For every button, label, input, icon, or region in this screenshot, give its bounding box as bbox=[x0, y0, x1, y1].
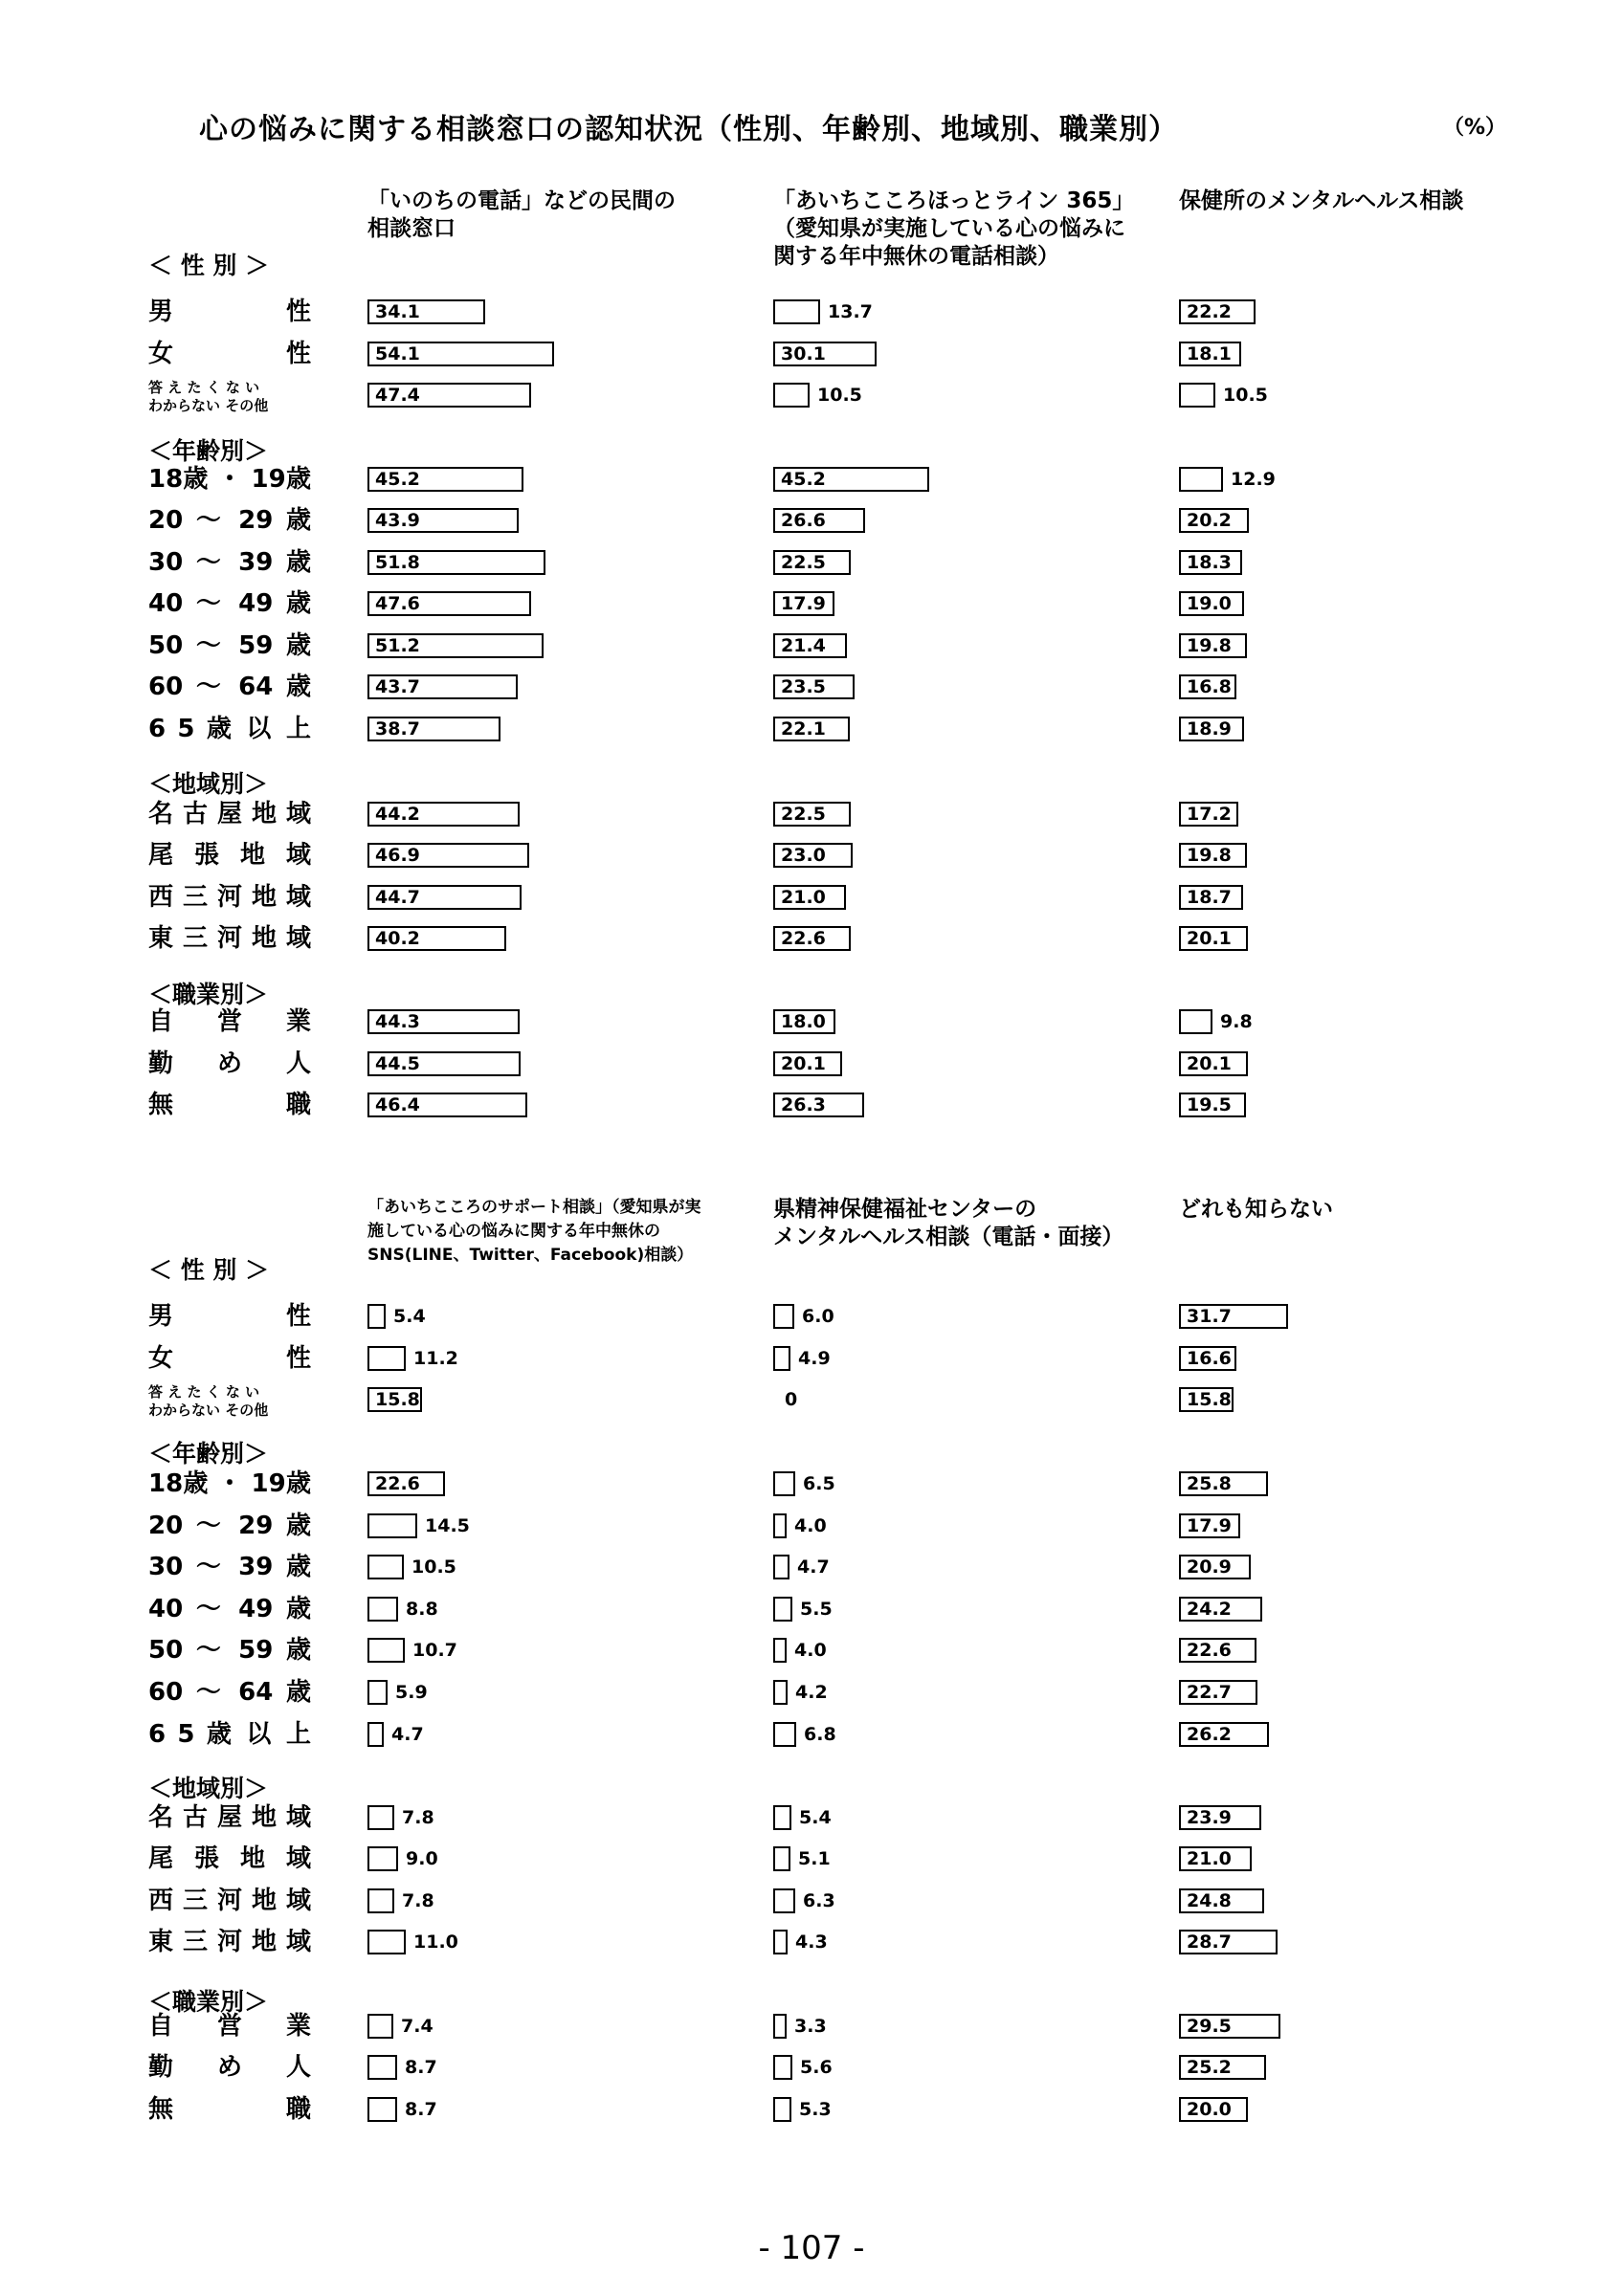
value-label-s3-nagoya: 17.2 bbox=[1187, 804, 1232, 825]
bar-s4-age-20-29 bbox=[367, 1513, 417, 1538]
row-label-higashimikawa: 東 三 河 地 域 bbox=[148, 924, 311, 953]
value-label-s1-other: 47.4 bbox=[375, 385, 420, 406]
value-label-s6-unemployed: 20.0 bbox=[1187, 2099, 1232, 2120]
bar-s5-age-18-19 bbox=[773, 1471, 795, 1496]
row-label-age-60-64: 60 ～ 64 歳 bbox=[148, 673, 311, 701]
value-label-s5-female: 4.9 bbox=[798, 1348, 831, 1369]
value-label-s4-age-18-19: 22.6 bbox=[375, 1473, 420, 1494]
row-label-other-line1: 答 え た く な い bbox=[148, 1383, 260, 1401]
row-label-other bbox=[148, 379, 311, 415]
value-label-s3-age-40-49: 19.0 bbox=[1187, 593, 1232, 614]
value-label-s6-age-40-49: 24.2 bbox=[1187, 1599, 1232, 1620]
value-label-s1-male: 34.1 bbox=[375, 301, 420, 322]
value-label-s6-employee: 25.2 bbox=[1187, 2057, 1232, 2078]
bar-s5-age-60-64 bbox=[773, 1680, 788, 1705]
value-label-s5-age-50-59: 4.0 bbox=[794, 1640, 827, 1661]
bar-s5-age-40-49 bbox=[773, 1597, 792, 1622]
page-title: 心の悩みに関する相談窓口の認知状況（性別、年齢別、地域別、職業別） bbox=[199, 113, 1178, 146]
page-number: - 107 - bbox=[758, 2229, 865, 2267]
value-label-s3-self-employed: 9.8 bbox=[1220, 1011, 1253, 1032]
value-label-s3-owari: 19.8 bbox=[1187, 845, 1232, 866]
value-label-s6-higashimikawa: 28.7 bbox=[1187, 1932, 1232, 1953]
value-label-s6-age-18-19: 25.8 bbox=[1187, 1473, 1232, 1494]
bar-s5-age-30-39 bbox=[773, 1555, 789, 1579]
row-label-age-40-49: 40 ～ 49 歳 bbox=[148, 589, 311, 618]
value-label-s3-age-65: 18.9 bbox=[1187, 718, 1232, 740]
bar-s4-age-60-64 bbox=[367, 1680, 388, 1705]
bar-s4-age-30-39 bbox=[367, 1555, 404, 1579]
row-label-male: 男 性 bbox=[148, 1302, 311, 1331]
value-label-s2-age-20-29: 26.6 bbox=[781, 510, 826, 531]
bar-s5-nagoya bbox=[773, 1805, 791, 1830]
row-label-nishimikawa: 西 三 河 地 域 bbox=[148, 883, 311, 912]
value-label-s1-self-employed: 44.3 bbox=[375, 1011, 420, 1032]
bar-s4-nagoya bbox=[367, 1805, 394, 1830]
row-label-nagoya: 名 古 屋 地 域 bbox=[148, 1803, 311, 1832]
value-label-s1-age-60-64: 43.7 bbox=[375, 676, 420, 697]
value-label-s4-age-20-29: 14.5 bbox=[425, 1515, 470, 1536]
row-label-age-20-29: 20 ～ 29 歳 bbox=[148, 1512, 311, 1540]
value-label-s4-self-employed: 7.4 bbox=[401, 2016, 434, 2037]
bar-s5-unemployed bbox=[773, 2097, 791, 2122]
value-label-s1-employee: 44.5 bbox=[375, 1053, 420, 1074]
value-label-s3-unemployed: 19.5 bbox=[1187, 1094, 1232, 1115]
value-label-s5-age-20-29: 4.0 bbox=[794, 1515, 827, 1536]
row-label-other bbox=[148, 1383, 311, 1420]
value-label-s5-age-18-19: 6.5 bbox=[803, 1473, 835, 1494]
value-label-s1-female: 54.1 bbox=[375, 343, 420, 364]
value-label-s5-nagoya: 5.4 bbox=[799, 1807, 832, 1828]
value-label-s4-nishimikawa: 7.8 bbox=[402, 1890, 434, 1911]
value-label-s2-unemployed: 26.3 bbox=[781, 1094, 826, 1115]
value-label-s3-age-60-64: 16.8 bbox=[1187, 676, 1232, 697]
value-label-s3-age-18-19: 12.9 bbox=[1231, 469, 1276, 490]
value-label-s6-age-60-64: 22.7 bbox=[1187, 1682, 1232, 1703]
series-header-2: 「あいちこころほっとライン 365」 （愛知県が実施している心の悩みに 関する年中無休の電話相談） bbox=[773, 188, 1135, 269]
bar-s4-age-50-59 bbox=[367, 1638, 405, 1663]
value-label-s4-higashimikawa: 11.0 bbox=[413, 1932, 458, 1953]
value-label-s1-unemployed: 46.4 bbox=[375, 1094, 420, 1115]
value-label-s5-age-60-64: 4.2 bbox=[795, 1682, 828, 1703]
value-label-s3-other: 10.5 bbox=[1223, 385, 1268, 406]
value-label-s3-age-20-29: 20.2 bbox=[1187, 510, 1232, 531]
bar-s2-other bbox=[773, 383, 810, 408]
bar-s4-age-65 bbox=[367, 1722, 384, 1747]
row-label-other-line2: わからない その他 bbox=[148, 397, 269, 414]
value-label-s4-unemployed: 8.7 bbox=[405, 2099, 437, 2120]
value-label-s4-owari: 9.0 bbox=[406, 1848, 438, 1869]
value-label-s1-age-20-29: 43.9 bbox=[375, 510, 420, 531]
value-label-s5-owari: 5.1 bbox=[798, 1848, 831, 1869]
bar-s4-nishimikawa bbox=[367, 1888, 394, 1913]
bar-s3-other bbox=[1179, 383, 1215, 408]
value-label-s4-age-50-59: 10.7 bbox=[412, 1640, 457, 1661]
row-label-age-65: 6 5 歳 以 上 bbox=[148, 715, 311, 743]
row-label-age-18-19: 18歳 ・ 19歳 bbox=[148, 465, 311, 494]
row-label-self-employed: 自 営 業 bbox=[148, 1007, 311, 1036]
group-header-region: ＜地域別＞ bbox=[148, 1775, 269, 1802]
value-label-s6-age-30-39: 20.9 bbox=[1187, 1556, 1232, 1578]
bar-s4-female bbox=[367, 1346, 406, 1371]
value-label-s6-male: 31.7 bbox=[1187, 1306, 1232, 1327]
value-label-s6-nishimikawa: 24.8 bbox=[1187, 1890, 1232, 1911]
value-label-s2-male: 13.7 bbox=[828, 301, 873, 322]
series-header-1: 「いのちの電話」などの民間の 相談窓口 bbox=[367, 188, 676, 241]
value-label-s6-age-50-59: 22.6 bbox=[1187, 1640, 1232, 1661]
group-header-age: ＜年齢別＞ bbox=[148, 1440, 269, 1468]
row-label-age-30-39: 30 ～ 39 歳 bbox=[148, 1553, 311, 1581]
bar-s2-male bbox=[773, 299, 820, 324]
value-label-s6-owari: 21.0 bbox=[1187, 1848, 1232, 1869]
value-label-s3-male: 22.2 bbox=[1187, 301, 1232, 322]
value-label-s4-age-40-49: 8.8 bbox=[406, 1599, 438, 1620]
value-label-s5-age-30-39: 4.7 bbox=[797, 1556, 830, 1578]
row-label-age-20-29: 20 ～ 29 歳 bbox=[148, 506, 311, 535]
group-header-gender: ＜ 性 別 ＞ bbox=[148, 252, 270, 279]
value-label-s6-self-employed: 29.5 bbox=[1187, 2016, 1232, 2037]
value-label-s1-nishimikawa: 44.7 bbox=[375, 887, 420, 908]
value-label-s1-nagoya: 44.2 bbox=[375, 804, 420, 825]
value-label-s2-self-employed: 18.0 bbox=[781, 1011, 826, 1032]
value-label-s5-employee: 5.6 bbox=[800, 2057, 833, 2078]
row-label-nagoya: 名 古 屋 地 域 bbox=[148, 800, 311, 828]
bar-s4-higashimikawa bbox=[367, 1930, 406, 1954]
value-label-s4-age-60-64: 5.9 bbox=[395, 1682, 428, 1703]
group-header-occupation: ＜職業別＞ bbox=[148, 1988, 269, 2016]
group-header-region: ＜地域別＞ bbox=[148, 770, 269, 798]
row-label-owari: 尾 張 地 域 bbox=[148, 1844, 311, 1873]
row-label-age-50-59: 50 ～ 59 歳 bbox=[148, 631, 311, 660]
row-label-age-50-59: 50 ～ 59 歳 bbox=[148, 1636, 311, 1665]
row-label-self-employed: 自 営 業 bbox=[148, 2012, 311, 2041]
value-label-s3-age-50-59: 19.8 bbox=[1187, 635, 1232, 656]
unit-label: （%） bbox=[1443, 116, 1507, 140]
group-header-age: ＜年齢別＞ bbox=[148, 437, 269, 465]
bar-s4-self-employed bbox=[367, 2014, 393, 2039]
value-label-s1-higashimikawa: 40.2 bbox=[375, 928, 420, 949]
value-label-s3-female: 18.1 bbox=[1187, 343, 1232, 364]
value-label-s2-nagoya: 22.5 bbox=[781, 804, 826, 825]
value-label-s4-female: 11.2 bbox=[413, 1348, 458, 1369]
row-label-female: 女 性 bbox=[148, 1344, 311, 1373]
value-label-s2-higashimikawa: 22.6 bbox=[781, 928, 826, 949]
bar-s5-nishimikawa bbox=[773, 1888, 795, 1913]
value-label-s5-age-65: 6.8 bbox=[804, 1724, 836, 1745]
value-label-s1-owari: 46.9 bbox=[375, 845, 420, 866]
value-label-s5-unemployed: 5.3 bbox=[799, 2099, 832, 2120]
value-label-s6-female: 16.6 bbox=[1187, 1348, 1232, 1369]
series-header-4: 「あいちこころのサポート相談」（愛知県が実 施している心の悩みに関する年中無休の SNS(LINE、Twitter、Facebook)相談） bbox=[367, 1198, 701, 1265]
value-label-s4-other: 15.8 bbox=[375, 1389, 420, 1410]
row-label-higashimikawa: 東 三 河 地 域 bbox=[148, 1928, 311, 1956]
value-label-s5-male: 6.0 bbox=[802, 1306, 834, 1327]
value-label-s4-employee: 8.7 bbox=[405, 2057, 437, 2078]
value-label-s3-nishimikawa: 18.7 bbox=[1187, 887, 1232, 908]
value-label-s4-male: 5.4 bbox=[393, 1306, 426, 1327]
value-label-s3-employee: 20.1 bbox=[1187, 1053, 1232, 1074]
value-label-s2-age-40-49: 17.9 bbox=[781, 593, 826, 614]
value-label-s5-self-employed: 3.3 bbox=[794, 2016, 827, 2037]
row-label-employee: 勤 め 人 bbox=[148, 2053, 311, 2082]
row-label-male: 男 性 bbox=[148, 298, 311, 326]
value-label-s1-age-65: 38.7 bbox=[375, 718, 420, 740]
row-label-age-65: 6 5 歳 以 上 bbox=[148, 1720, 311, 1749]
row-label-other-line1: 答 え た く な い bbox=[148, 379, 260, 396]
row-label-employee: 勤 め 人 bbox=[148, 1049, 311, 1078]
value-label-s2-age-65: 22.1 bbox=[781, 718, 826, 740]
bar-s5-employee bbox=[773, 2055, 792, 2080]
value-label-s1-age-50-59: 51.2 bbox=[375, 635, 420, 656]
value-label-s2-female: 30.1 bbox=[781, 343, 826, 364]
bar-s5-owari bbox=[773, 1846, 790, 1871]
row-label-owari: 尾 張 地 域 bbox=[148, 841, 311, 870]
bar-s4-employee bbox=[367, 2055, 397, 2080]
bar-s4-owari bbox=[367, 1846, 398, 1871]
value-label-s6-nagoya: 23.9 bbox=[1187, 1807, 1232, 1828]
value-label-s1-age-18-19: 45.2 bbox=[375, 469, 420, 490]
value-label-s6-age-65: 26.2 bbox=[1187, 1724, 1232, 1745]
value-label-s2-nishimikawa: 21.0 bbox=[781, 887, 826, 908]
value-label-s1-age-30-39: 51.8 bbox=[375, 552, 420, 573]
value-label-s2-age-50-59: 21.4 bbox=[781, 635, 826, 656]
value-label-s2-age-60-64: 23.5 bbox=[781, 676, 826, 697]
row-label-age-18-19: 18歳 ・ 19歳 bbox=[148, 1469, 311, 1498]
value-label-s1-age-40-49: 47.6 bbox=[375, 593, 420, 614]
value-label-s2-owari: 23.0 bbox=[781, 845, 826, 866]
row-label-unemployed: 無 職 bbox=[148, 1091, 311, 1119]
value-label-s5-higashimikawa: 4.3 bbox=[795, 1932, 828, 1953]
value-label-s5-other: 0 bbox=[785, 1389, 798, 1410]
series-header-5: 県精神保健福祉センターの メンタルヘルス相談（電話・面接） bbox=[773, 1197, 1124, 1249]
bar-s5-age-65 bbox=[773, 1722, 796, 1747]
bar-s3-age-18-19 bbox=[1179, 467, 1223, 492]
value-label-s5-nishimikawa: 6.3 bbox=[803, 1890, 835, 1911]
bar-s4-male bbox=[367, 1304, 386, 1329]
value-label-s2-employee: 20.1 bbox=[781, 1053, 826, 1074]
value-label-s3-age-30-39: 18.3 bbox=[1187, 552, 1232, 573]
bar-s5-age-50-59 bbox=[773, 1638, 787, 1663]
bar-s5-higashimikawa bbox=[773, 1930, 788, 1954]
group-header-occupation: ＜職業別＞ bbox=[148, 981, 269, 1008]
value-label-s2-age-30-39: 22.5 bbox=[781, 552, 826, 573]
series-header-3: 保健所のメンタルヘルス相談 bbox=[1179, 188, 1464, 213]
bar-s5-self-employed bbox=[773, 2014, 787, 2039]
bar-s4-age-40-49 bbox=[367, 1597, 398, 1622]
bar-s5-age-20-29 bbox=[773, 1513, 787, 1538]
value-label-s5-age-40-49: 5.5 bbox=[800, 1599, 833, 1620]
value-label-s2-age-18-19: 45.2 bbox=[781, 469, 826, 490]
bar-s5-female bbox=[773, 1346, 790, 1371]
value-label-s6-other: 15.8 bbox=[1187, 1389, 1232, 1410]
group-header-gender: ＜ 性 別 ＞ bbox=[148, 1256, 270, 1284]
value-label-s4-nagoya: 7.8 bbox=[402, 1807, 434, 1828]
value-label-s4-age-65: 4.7 bbox=[391, 1724, 424, 1745]
row-label-unemployed: 無 職 bbox=[148, 2095, 311, 2124]
row-label-nishimikawa: 西 三 河 地 域 bbox=[148, 1887, 311, 1915]
row-label-age-60-64: 60 ～ 64 歳 bbox=[148, 1678, 311, 1707]
value-label-s3-higashimikawa: 20.1 bbox=[1187, 928, 1232, 949]
value-label-s4-age-30-39: 10.5 bbox=[411, 1556, 456, 1578]
series-header-6: どれも知らない bbox=[1179, 1197, 1333, 1222]
value-label-s2-other: 10.5 bbox=[817, 385, 862, 406]
bar-s4-unemployed bbox=[367, 2097, 397, 2122]
value-label-s6-age-20-29: 17.9 bbox=[1187, 1515, 1232, 1536]
row-label-age-40-49: 40 ～ 49 歳 bbox=[148, 1595, 311, 1623]
bar-s3-self-employed bbox=[1179, 1009, 1212, 1034]
bar-s5-male bbox=[773, 1304, 794, 1329]
row-label-other-line2: わからない その他 bbox=[148, 1402, 269, 1419]
row-label-female: 女 性 bbox=[148, 340, 311, 368]
row-label-age-30-39: 30 ～ 39 歳 bbox=[148, 548, 311, 577]
